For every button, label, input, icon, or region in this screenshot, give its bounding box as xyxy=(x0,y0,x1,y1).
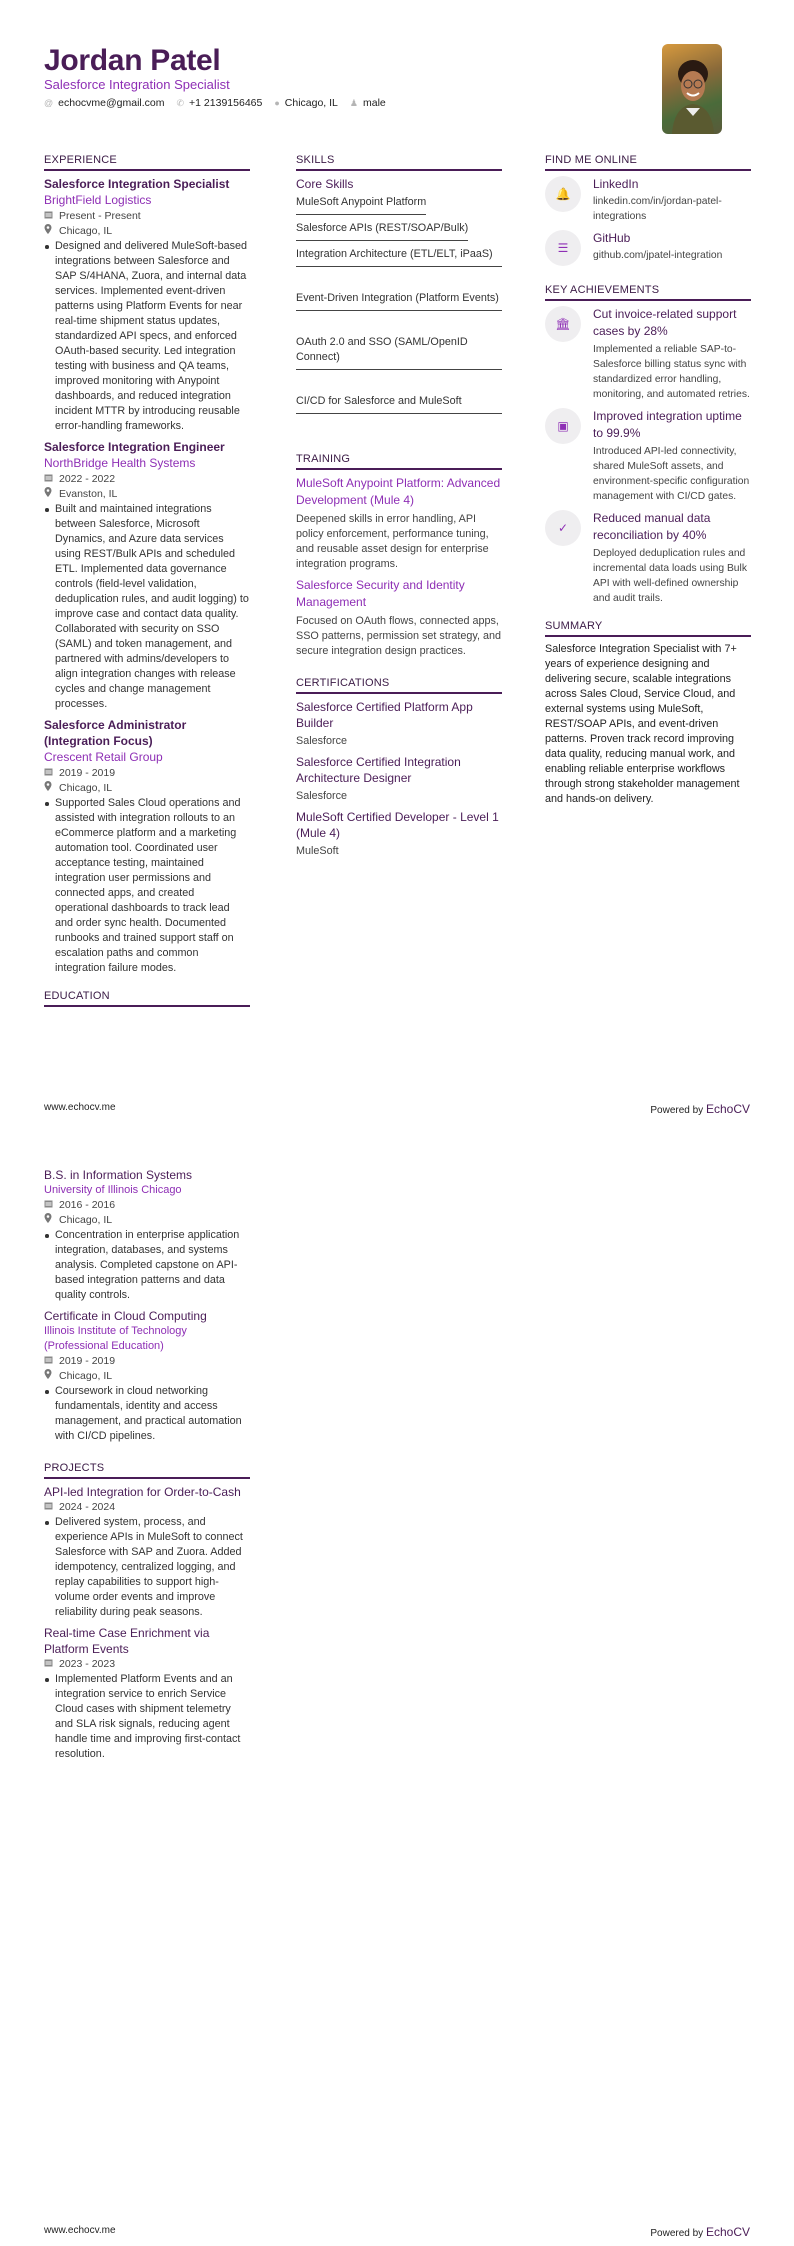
link-label: GitHub xyxy=(593,231,631,245)
date-range-text: 2019 - 2019 xyxy=(59,767,116,779)
check-icon: ✓ xyxy=(545,510,581,546)
location-pin-icon xyxy=(44,781,54,796)
email-icon: @ xyxy=(44,98,54,108)
bullet-item: Concentration in enterprise application integration, databases, and systems analysis. Completed capstone on API-based integration patterns and data quality controls. xyxy=(44,1228,250,1303)
skills-section xyxy=(296,154,502,435)
phone-icon: ✆ xyxy=(176,97,185,108)
project-entry xyxy=(44,1625,250,1762)
experience-section xyxy=(44,154,250,976)
link-url[interactable]: github.com/jpatel-integration xyxy=(593,250,723,261)
education-entry xyxy=(44,1167,250,1303)
calendar-icon xyxy=(44,472,54,487)
powered-by xyxy=(650,2225,750,2239)
degree: B.S. in Information Systems xyxy=(44,1168,193,1182)
certification-entry xyxy=(296,699,502,749)
achievement-description: Introduced API-led connectivity, shared MuleSoft assets, and environment-specific configuration management with CI/CD gates. xyxy=(593,446,750,502)
job-location-text: Chicago, IL xyxy=(59,225,113,237)
footer xyxy=(44,2225,750,2239)
skill-item: Event-Driven Integration (Platform Events) xyxy=(296,288,502,311)
training-entry xyxy=(296,475,502,572)
link-label: LinkedIn xyxy=(593,177,639,191)
training-description: Deepened skills in error handling, API policy enforcement, performance tuning, and reusable asset design for enterprise integration programs. xyxy=(296,513,489,570)
section-heading: KEY ACHIEVEMENTS xyxy=(545,284,751,301)
calendar-icon xyxy=(44,1198,54,1213)
calendar-chart-icon: ▣ xyxy=(545,408,581,444)
online-section xyxy=(545,154,751,266)
calendar-icon xyxy=(44,1354,54,1369)
calendar-icon xyxy=(44,1500,54,1515)
certification-entry xyxy=(296,754,502,804)
date-range xyxy=(44,1354,250,1369)
bank-icon: 🏛 xyxy=(545,306,581,342)
bullet-list xyxy=(44,796,250,976)
online-link-github[interactable] xyxy=(545,230,751,266)
training-description: Focused on OAuth flows, connected apps, SSO patterns, permission set strategy, and secure integration design practices. xyxy=(296,615,502,657)
calendar-icon xyxy=(44,1657,54,1672)
bullet-item: Coursework in cloud networking fundamentals, identity and access management, and practical automation with CI/CD pipelines. xyxy=(44,1384,250,1444)
date-range xyxy=(44,766,250,781)
date-range-text: 2023 - 2023 xyxy=(59,1658,116,1670)
job-title: Salesforce Administrator (Integration Focus) xyxy=(44,718,187,748)
job-location-text: Chicago, IL xyxy=(59,782,113,794)
bullet-list xyxy=(44,1515,250,1620)
left-column-page-2 xyxy=(44,1167,250,1776)
email[interactable]: echocvme@gmail.com xyxy=(58,97,165,109)
school-location-text: Chicago, IL xyxy=(59,1370,113,1382)
powered-by-label: Powered by xyxy=(650,2228,704,2239)
project-name: API-led Integration for Order-to-Cash xyxy=(44,1485,241,1499)
job-location-text: Evanston, IL xyxy=(59,488,118,500)
bullet-item: Supported Sales Cloud operations and assisted with integration rollouts to an eCommerce platform and a marketing automation tool. Coordinated user acceptance testing, maintained integration user permissions and connected apps, and created operational dashboards to track lead and order sync health. Documented runbooks and trained support staff on escalation paths and common integration failure modes. xyxy=(44,796,250,976)
achievement-item xyxy=(545,306,751,402)
candidate-title: Salesforce Integration Specialist xyxy=(44,77,230,92)
footer-site-link[interactable]: www.echocv.me xyxy=(44,1102,116,1113)
training-entry xyxy=(296,577,502,659)
resume-page-2 xyxy=(0,1123,794,2246)
project-entry xyxy=(44,1484,250,1620)
date-range xyxy=(44,1198,250,1213)
job-title: Salesforce Integration Specialist xyxy=(44,177,230,191)
powered-by xyxy=(650,1102,750,1116)
school-name: University of Illinois Chicago xyxy=(44,1184,182,1196)
brand-logo[interactable]: EchoCV xyxy=(705,1102,750,1116)
date-range xyxy=(44,209,250,224)
achievement-text xyxy=(593,306,751,402)
bullet-item: Built and maintained integrations between Salesforce, Microsoft Dynamics, and Azure data services using REST/Bulk APIs and scheduled ETL. Implemented data governance controls (field-level validation, deduplication rules, and audit logging) to improve case and contact data quality. Collaborated with security on SSO (SAML) and token management, and partnered with admins/developers to align integration changes with release cycles and change management processes. xyxy=(44,502,250,712)
experience-entry xyxy=(44,176,250,434)
achievement-title: Reduced manual data reconciliation by 40% xyxy=(593,511,711,542)
bullet-item: Implemented Platform Events and an integration service to enrich Service Cloud cases with shipment telemetry and SLA risk signals, reducing agent handle time and improving first-contact resolution. xyxy=(44,1672,250,1762)
training-title: MuleSoft Anypoint Platform: Advanced Development (Mule 4) xyxy=(296,476,501,507)
section-heading: TRAINING xyxy=(296,453,502,470)
profile-photo xyxy=(662,44,722,134)
skill-item: OAuth 2.0 and SSO (SAML/OpenID Connect) xyxy=(296,332,502,370)
date-range xyxy=(44,1500,250,1515)
job-location xyxy=(44,224,250,239)
skill-group-title: Core Skills xyxy=(296,177,354,191)
certification-issuer: MuleSoft xyxy=(296,845,339,857)
company-name: Crescent Retail Group xyxy=(44,750,163,764)
certification-entry xyxy=(296,809,502,859)
bell-icon: 🔔 xyxy=(545,176,581,212)
company-name: BrightField Logistics xyxy=(44,193,152,207)
section-heading: EXPERIENCE xyxy=(44,154,250,171)
bullet-list xyxy=(44,1228,250,1303)
middle-column xyxy=(296,154,502,873)
location: Chicago, IL xyxy=(284,97,338,109)
bullet-item: Delivered system, process, and experience APIs in MuleSoft to connect Salesforce with SAP and Zuora. Added idempotency, centralized logging, and replay capabilities to support high-volume order events and improve reliability during peak seasons. xyxy=(44,1515,250,1620)
contact-row xyxy=(44,97,386,109)
date-range-text: Present - Present xyxy=(59,210,141,222)
education-section-heading xyxy=(44,990,250,1007)
certification-issuer: Salesforce xyxy=(296,790,348,802)
certifications-section xyxy=(296,677,502,859)
job-location xyxy=(44,781,250,796)
achievement-text xyxy=(593,510,751,606)
achievement-description: Implemented a reliable SAP-to-Salesforce billing status sync with standardized error handling, monitoring, and automated retries. xyxy=(593,344,750,400)
section-heading: FIND ME ONLINE xyxy=(545,154,751,171)
section-heading: EDUCATION xyxy=(44,990,250,1007)
job-title: Salesforce Integration Engineer xyxy=(44,440,225,454)
date-range-text: 2019 - 2019 xyxy=(59,1355,116,1367)
school-name: Illinois Institute of Technology (Professional Education) xyxy=(44,1325,187,1352)
achievement-description: Deployed deduplication rules and incremental data loads using Bulk API with well-defined ownership and audit trails. xyxy=(593,548,747,604)
achievement-title: Cut invoice-related support cases by 28% xyxy=(593,307,737,338)
location-pin-icon xyxy=(44,224,54,239)
bullet-list xyxy=(44,239,250,434)
online-link-linkedin[interactable] xyxy=(545,176,751,224)
gender: male xyxy=(362,97,386,109)
calendar-icon xyxy=(44,766,54,781)
school-location-text: Chicago, IL xyxy=(59,1214,113,1226)
certification-issuer: Salesforce xyxy=(296,735,348,747)
footer-site-link[interactable]: www.echocv.me xyxy=(44,2225,116,2236)
project-name: Real-time Case Enrichment via Platform Events xyxy=(44,1626,210,1656)
date-range xyxy=(44,472,250,487)
achievement-item xyxy=(545,510,751,606)
certification-name: Salesforce Certified Platform App Builder xyxy=(296,700,473,730)
skill-item: Salesforce APIs (REST/SOAP/Bulk) xyxy=(296,218,468,241)
education-entry xyxy=(44,1308,250,1444)
achievements-section xyxy=(545,284,751,606)
location-pin-icon xyxy=(44,1213,54,1228)
location-pin-icon: ● xyxy=(274,98,280,108)
summary-section xyxy=(545,620,751,807)
section-heading: SUMMARY xyxy=(545,620,751,637)
bullet-list xyxy=(44,502,250,712)
training-section xyxy=(296,453,502,659)
projects-section xyxy=(44,1462,250,1762)
link-text xyxy=(593,230,722,266)
section-heading: SKILLS xyxy=(296,154,502,171)
location-pin-icon xyxy=(44,1369,54,1384)
calendar-icon xyxy=(44,209,54,224)
training-title: Salesforce Security and Identity Management xyxy=(296,578,465,609)
link-url[interactable]: linkedin.com/in/jordan-patel-integrations xyxy=(593,196,722,222)
skill-item: CI/CD for Salesforce and MuleSoft xyxy=(296,391,502,414)
achievement-item xyxy=(545,408,751,504)
link-text xyxy=(593,176,751,224)
bullet-list xyxy=(44,1672,250,1762)
experience-entry xyxy=(44,717,250,976)
powered-by-label: Powered by xyxy=(650,1105,704,1116)
skill-item: MuleSoft Anypoint Platform xyxy=(296,192,426,215)
education-section xyxy=(44,1167,250,1444)
experience-entry xyxy=(44,439,250,712)
achievement-title: Improved integration uptime to 99.9% xyxy=(593,409,742,440)
left-column xyxy=(44,154,250,1021)
date-range-text: 2024 - 2024 xyxy=(59,1501,116,1513)
brand-logo[interactable]: EchoCV xyxy=(705,2225,750,2239)
skill-item: Integration Architecture (ETL/ELT, iPaaS) xyxy=(296,244,502,267)
location-pin-icon xyxy=(44,487,54,502)
date-range-text: 2022 - 2022 xyxy=(59,473,116,485)
certification-name: MuleSoft Certified Developer - Level 1 (Mule 4) xyxy=(296,810,499,840)
school-location xyxy=(44,1213,250,1228)
company-name: NorthBridge Health Systems xyxy=(44,456,196,470)
bullet-list xyxy=(44,1384,250,1444)
degree: Certificate in Cloud Computing xyxy=(44,1309,207,1323)
date-range xyxy=(44,1657,250,1672)
school-location xyxy=(44,1369,250,1384)
achievement-text xyxy=(593,408,751,504)
section-heading: PROJECTS xyxy=(44,1462,250,1479)
certification-name: Salesforce Certified Integration Architecture Designer xyxy=(296,755,461,785)
section-heading: CERTIFICATIONS xyxy=(296,677,502,694)
phone[interactable]: +1 2139156465 xyxy=(189,97,263,109)
candidate-name: Jordan Patel xyxy=(44,44,221,77)
date-range-text: 2016 - 2016 xyxy=(59,1199,116,1211)
job-location xyxy=(44,487,250,502)
person-icon: ♟ xyxy=(349,97,358,108)
cake-icon: ☰ xyxy=(545,230,581,266)
right-column xyxy=(545,154,751,821)
footer xyxy=(44,1102,750,1116)
bullet-item: Designed and delivered MuleSoft-based integrations between Salesforce and SAP S/4HANA, Zuora, and internal data services. Implemented event-driven patterns using Platform Events for near real-time shipment status updates, standardized API specs, and enforced OAuth-based security. Led integration testing with business and QA teams, improved monitoring with Anypoint dashboards, and reduced integration incident MTTR by introducing reusable error-handling frameworks. xyxy=(44,239,250,434)
summary-text: Salesforce Integration Specialist with 7+ years of experience designing and delivering secure, scalable integrations across Sales Cloud, Service Cloud, and external systems using MuleSoft, REST/SOAP APIs, and event-driven patterns. Proven track record improving data quality, reducing manual work, and enabling reliable enterprise workflows through strong stakeholder management and hands-on delivery. xyxy=(545,643,740,805)
